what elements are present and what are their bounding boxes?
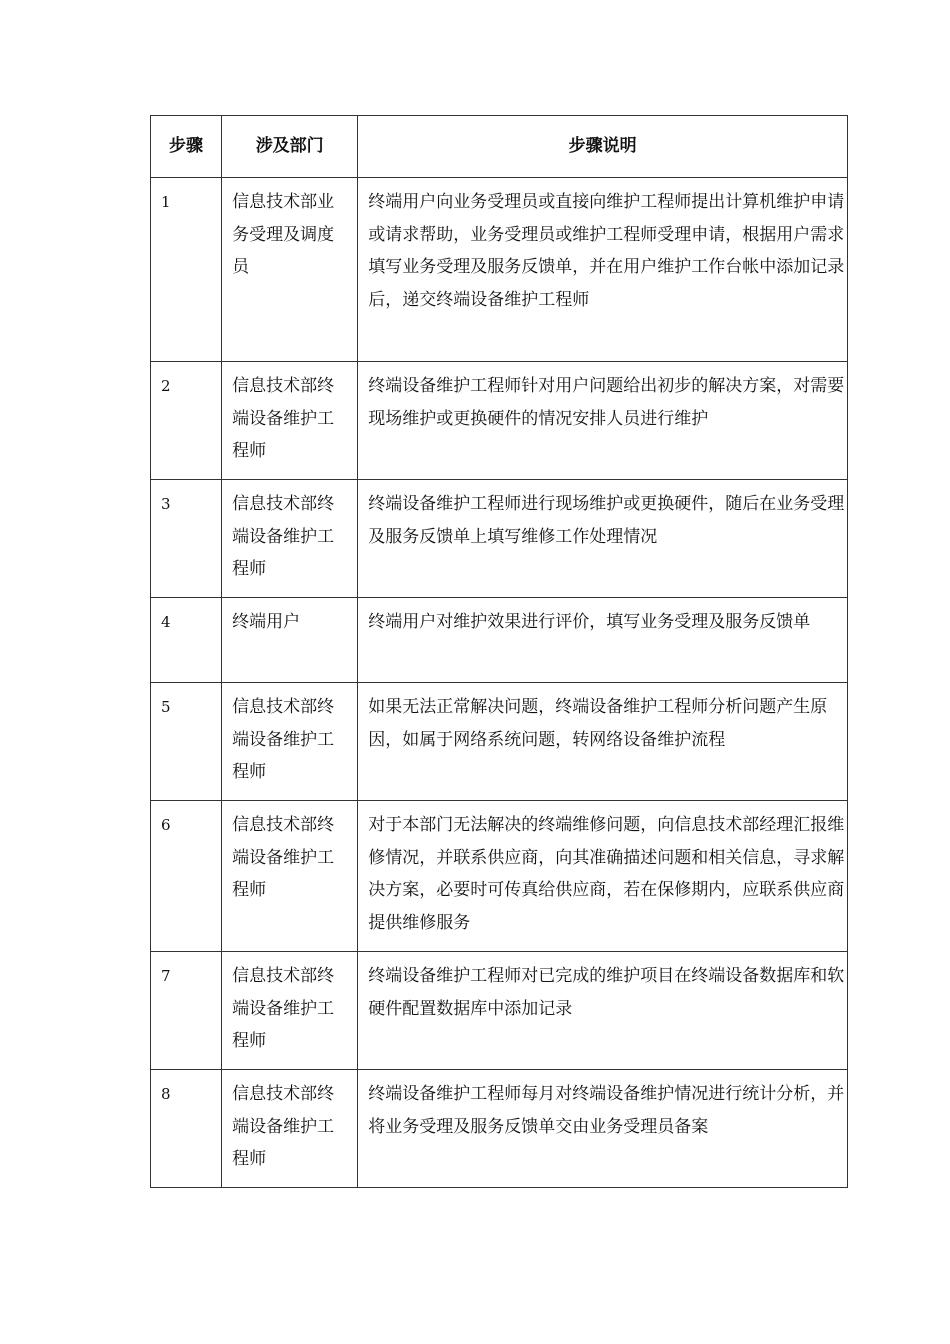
department: 信息技术部业务受理及调度员 [222,178,358,362]
department: 终端用户 [222,598,358,683]
department: 信息技术部终端设备维护工程师 [222,480,358,598]
step-description: 对于本部门无法解决的终端维修问题，向信息技术部经理汇报维修情况，并联系供应商，向其准确描述问题和相关信息，寻求解决方案，必要时可传真给供应商，若在保修期内，应联系供应商提供维修服务 [358,801,848,952]
department: 信息技术部终端设备维护工程师 [222,801,358,952]
step-number: 1 [151,178,222,362]
step-description: 终端用户向业务受理员或直接向维护工程师提出计算机维护申请或请求帮助，业务受理员或维护工程师受理申请，根据用户需求填写业务受理及服务反馈单，并在用户维护工作台帐中添加记录后，递交终端设备维护工程师 [358,178,848,362]
table-row [151,598,848,683]
step-number: 6 [151,801,222,952]
step-number: 8 [151,1070,222,1188]
header-department: 涉及部门 [222,116,358,178]
step-description: 如果无法正常解决问题，终端设备维护工程师分析问题产生原因，如属于网络系统问题，转网络设备维护流程 [358,683,848,801]
step-number: 2 [151,362,222,480]
department: 信息技术部终端设备维护工程师 [222,1070,358,1188]
department: 信息技术部终端设备维护工程师 [222,683,358,801]
step-number: 4 [151,598,222,683]
header-description: 步骤说明 [358,116,848,178]
step-description: 终端设备维护工程师针对用户问题给出初步的解决方案，对需要现场维护或更换硬件的情况安排人员进行维护 [358,362,848,480]
department: 信息技术部终端设备维护工程师 [222,952,358,1070]
step-number: 3 [151,480,222,598]
table-row [151,683,848,801]
step-number: 5 [151,683,222,801]
table-row [151,1070,848,1188]
table-header-row [151,116,848,178]
department: 信息技术部终端设备维护工程师 [222,362,358,480]
step-number: 7 [151,952,222,1070]
step-description: 终端设备维护工程师对已完成的维护项目在终端设备数据库和软硬件配置数据库中添加记录 [358,952,848,1070]
step-description: 终端用户对维护效果进行评价，填写业务受理及服务反馈单 [358,598,848,683]
header-step: 步骤 [151,116,222,178]
table-row [151,801,848,952]
table-row [151,952,848,1070]
step-description: 终端设备维护工程师进行现场维护或更换硬件，随后在业务受理及服务反馈单上填写维修工作处理情况 [358,480,848,598]
table-row [151,480,848,598]
table-row [151,362,848,480]
process-steps-table [150,115,848,1188]
table-row [151,178,848,362]
step-description: 终端设备维护工程师每月对终端设备维护情况进行统计分析，并将业务受理及服务反馈单交由业务受理员备案 [358,1070,848,1188]
